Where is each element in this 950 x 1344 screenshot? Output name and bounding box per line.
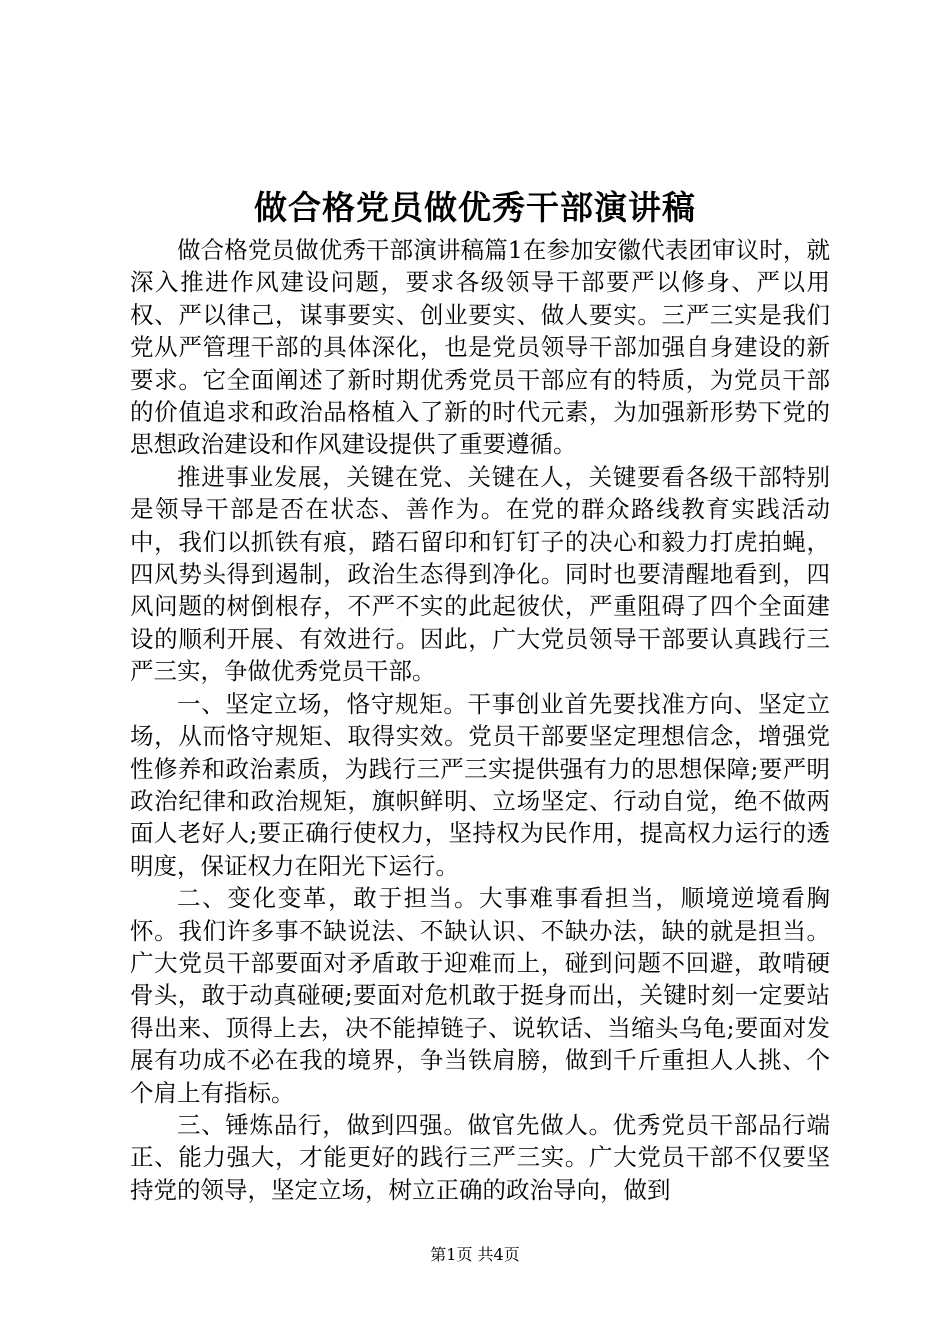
page-number-footer: 第1页 共4页 [430,1245,520,1264]
paragraph-2: 推进事业发展，关键在党、关键在人，关键要看各级干部特别是领导干部是否在状态、善作为。在党的群众路线教育实践活动中，我们以抓铁有痕，踏石留印和钉钉子的决心和毅力打虎拍蝇，四风势头得到遏制，政治生态得到净化。同时也要清醒地看到，四风问题的树倒根存，不严不实的此起彼伏，严重阻碍了四个全面建设的顺利开展、有效进行。因此，广大党员领导干部要认真践行三严三实，争做优秀党员干部。 [130,462,830,686]
paragraph-4: 二、变化变革，敢于担当。大事难事看担当，顺境逆境看胸怀。我们许多事不缺说法、不缺认识、不缺办法，缺的就是担当。广大党员干部要面对矛盾敢于迎难而上，碰到问题不回避，敢啃硬骨头，敢于动真碰硬;要面对危机敢于挺身而出，关键时刻一定要站得出来、顶得上去，决不能掉链子、说软话、当缩头乌龟;要面对发展有功成不必在我的境界，争当铁肩膀，做到千斤重担人人挑、个个肩上有指标。 [130,884,830,1107]
paragraph-5: 三、锤炼品行，做到四强。做官先做人。优秀党员干部品行端正、能力强大，才能更好的践行三严三实。广大党员干部不仅要坚持党的领导，坚定立场，树立正确的政治导向，做到 [130,1110,830,1204]
paragraph-3: 一、坚定立场，恪守规矩。干事创业首先要找准方向、坚定立场，从而恪守规矩、取得实效。党员干部要坚定理想信念，增强党性修养和政治素质，为践行三严三实提供强有力的思想保障;要严明政治纪律和政治规矩，旗帜鲜明、立场坚定、行动自觉，绝不做两面人老好人;要正确行使权力，坚持权为民作用，提高权力运行的透明度，保证权力在阳光下运行。 [130,689,830,880]
paragraph-1: 做合格党员做优秀干部演讲稿篇1在参加安徽代表团审议时，就深入推进作风建设问题，要求各级领导干部要严以修身、严以用权、严以律己，谋事要实、创业要实、做人要实。三严三实是我们党从严管理干部的具体深化，也是党员领导干部加强自身建设的新要求。它全面阐述了新时期优秀党员干部应有的特质，为党员干部的价值追求和政治品格植入了新的时代元素，为加强新形势下党的思想政治建设和作风建设提供了重要遵循。 [130,236,830,459]
document-title: 做合格党员做优秀干部演讲稿 [254,188,696,227]
document-body [130,234,830,1206]
